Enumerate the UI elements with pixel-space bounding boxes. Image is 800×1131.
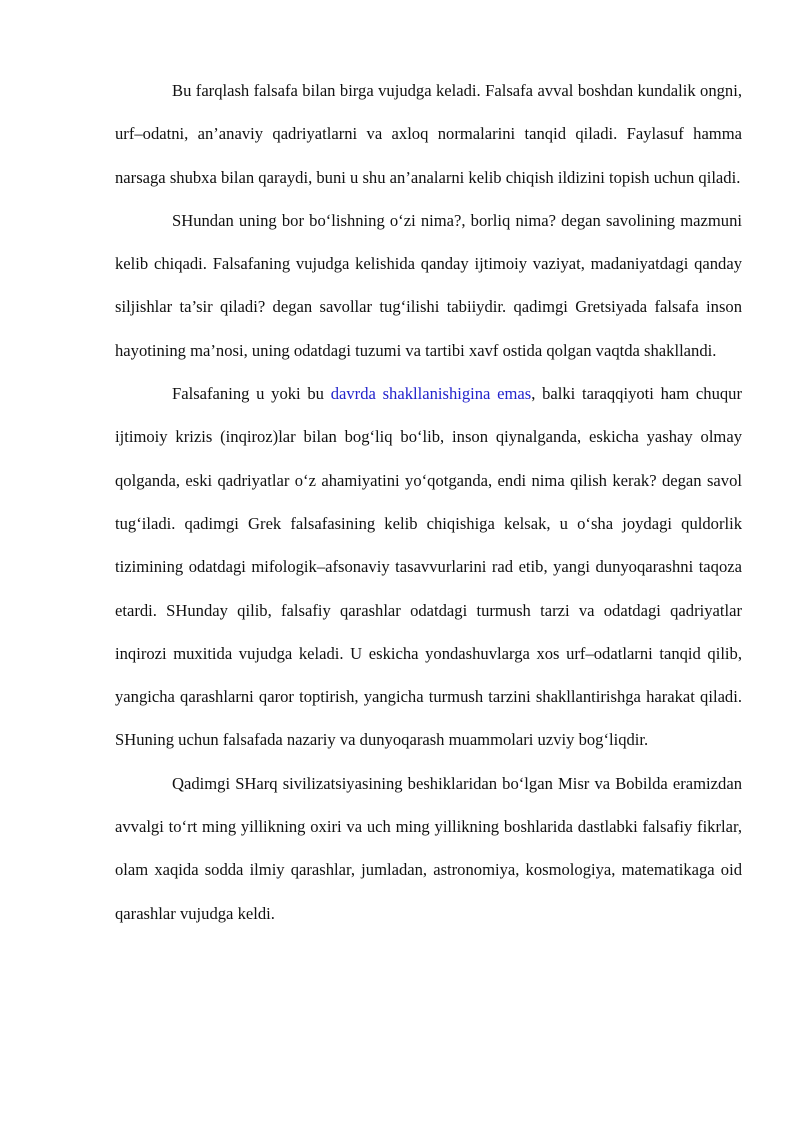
- paragraph-2: SHundan uning bor bo‘lishning o‘zi nima?, borliq nima? degan savolining mazmuni kelib chiqadi. Falsafaning vujudga kelishida qanday ijtimoiy vaziyat, madaniyatdagi qanday siljishlar ta’sir qiladi? degan savollar tug‘ilishi tabiiydir. qadimgi Gretsiyada falsafa inson hayotining ma’nosi, uning odatdagi tuzumi va tartibi xavf ostida qolgan vaqtda shakllandi.: [115, 210, 742, 360]
- paragraph-3-rest: , balki taraqqiyoti ham chuqur ijtimoiy krizis (inqiroz)lar bilan bog‘liq bo‘lib, inson qiynalganda, eskicha yashay olmay qolganda, eski qadriyatlar o‘z ahamiyatini yo‘qotganda, endi nima qilish kerak? degan savol tug‘iladi. qadimgi Grek falsafasining kelib chiqishiga kelsak, u o‘sha joydagi quldorlik tizimining odatdagi mifologik–afsonaviy tasavvurlarini rad etib, yangi dunyoqarashni taqoza etardi. SHunday qilib, falsafiy qarashlar odatdagi turmush tarzi va odatdagi qadriyatlar inqirozi muxitida vujudga keladi. U eskicha yondashuvlarga xos urf–odatlarni tanqid qilib, yangicha qarashlarni qaror toptirish, yangicha turmush tarzini shakllantirishga harakat qiladi. SHuning uchun falsafada nazariy va dunyoqarash muammolari uzviy bog‘liqdir.: [115, 384, 742, 750]
- document-page: [115, 69, 742, 935]
- paragraph-4: Qadimgi SHarq sivilizatsiyasining beshiklaridan bo‘lgan Misr va Bobilda eramizdan avvalgi to‘rt ming yillikning oxiri va uch ming yillikning boshlarida dastlabki falsafiy fikrlar, olam xaqida sodda ilmiy qarashlar, jumladan, astronomiya, kosmologiya, matematikaga oid qarashlar vujudga keldi.: [115, 773, 742, 923]
- paragraph-3: [115, 372, 742, 762]
- highlighted-phrase-link[interactable]: davrda shakllanishigina emas: [330, 384, 532, 404]
- paragraph-1: Bu farqlash falsafa bilan birga vujudga keladi. Falsafa avval boshdan kundalik ongni, urf–odatni, an’anaviy qadriyatlarni va axloq normalarini tanqid qiladi. Faylasuf hamma narsaga shubxa bilan qaraydi, buni u shu an’analarni kelib chiqish ildizini topish uchun qiladi.: [115, 81, 742, 187]
- paragraph-3-start: Falsafaning u yoki bu: [172, 384, 331, 404]
